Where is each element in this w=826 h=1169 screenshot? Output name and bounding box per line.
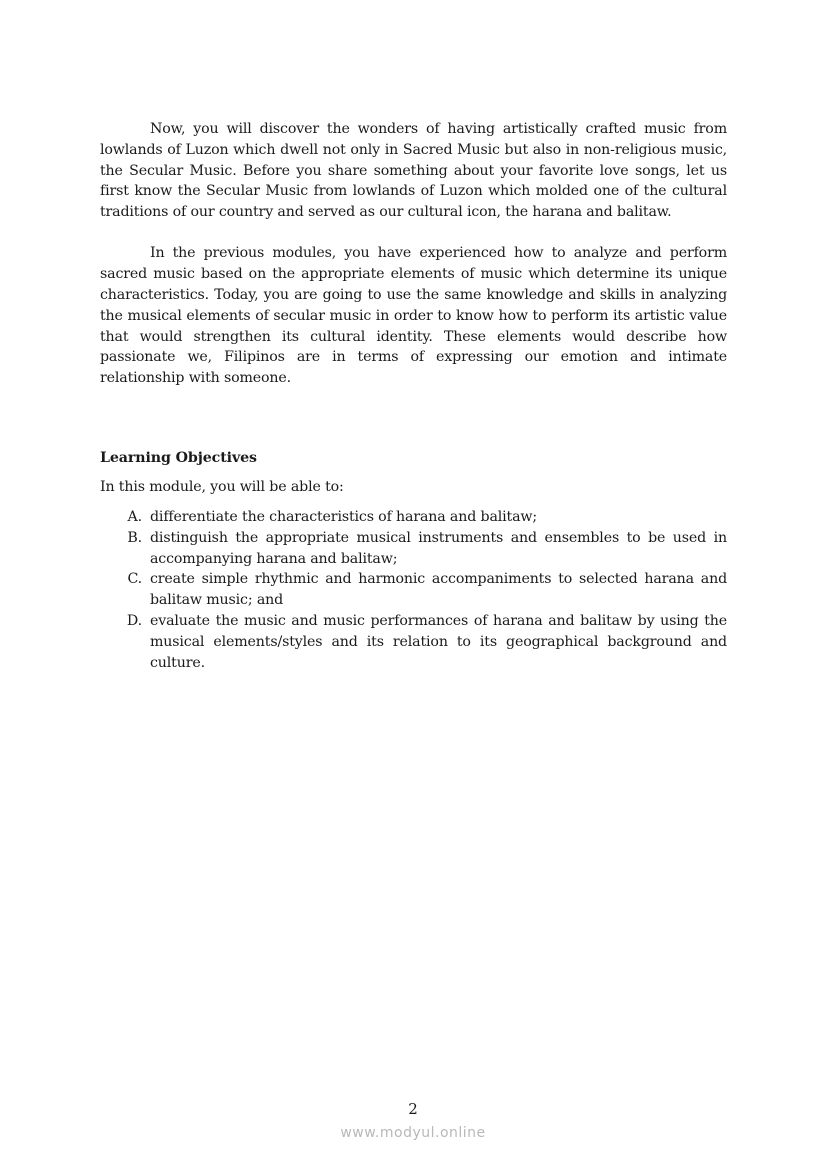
objective-item xyxy=(100,507,727,528)
body-text xyxy=(100,119,727,389)
objective-item xyxy=(100,611,727,673)
learning-objectives-heading: Learning Objectives xyxy=(100,450,257,466)
objective-item xyxy=(100,528,727,570)
page-number: 2 xyxy=(408,1100,418,1118)
objective-letter: D. xyxy=(126,612,142,629)
objective-text: create simple rhythmic and harmonic accompaniments to selected harana and balitaw music; and xyxy=(150,571,727,609)
objective-text: differentiate the characteristics of harana and balitaw; xyxy=(150,509,538,525)
objective-letter: C. xyxy=(127,571,142,588)
objective-item xyxy=(100,569,727,611)
objectives-list xyxy=(100,507,727,673)
objectives-intro: In this module, you will be able to: xyxy=(100,479,344,495)
watermark: www.modyul.online xyxy=(340,1125,486,1141)
objective-letter: B. xyxy=(127,529,142,546)
intro-paragraph: Now, you will discover the wonders of having artistically crafted music from lowlands of Luzon which dwell not only in Sacred Music but also in non-religious music, the Secular Music. Before you share something about your favorite love songs, let us first know the Secular Music from lowlands of Luzon which molded one of the cultural traditions of our country and served as our cultural icon, the harana and balitaw. xyxy=(100,121,727,221)
objective-text: evaluate the music and music performances of harana and balitaw by using the musical elements/styles and its relation to its geographical background and culture. xyxy=(150,612,727,671)
objective-letter: A. xyxy=(127,509,142,525)
objective-text: distinguish the appropriate musical instruments and ensembles to be used in accompanying harana and balitaw; xyxy=(150,529,727,567)
previous-modules-paragraph: In the previous modules, you have experienced how to analyze and perform sacred music based on the appropriate elements of music which determine its unique characteristics. Today, you are going to use the same knowledge and skills in analyzing the musical elements of secular music in order to know how to perform its artistic value that would strengthen its cultural identity. These elements would describe how passionate we, Filipinos are in terms of expressing our emotion and intimate relationship with someone. xyxy=(100,245,727,387)
